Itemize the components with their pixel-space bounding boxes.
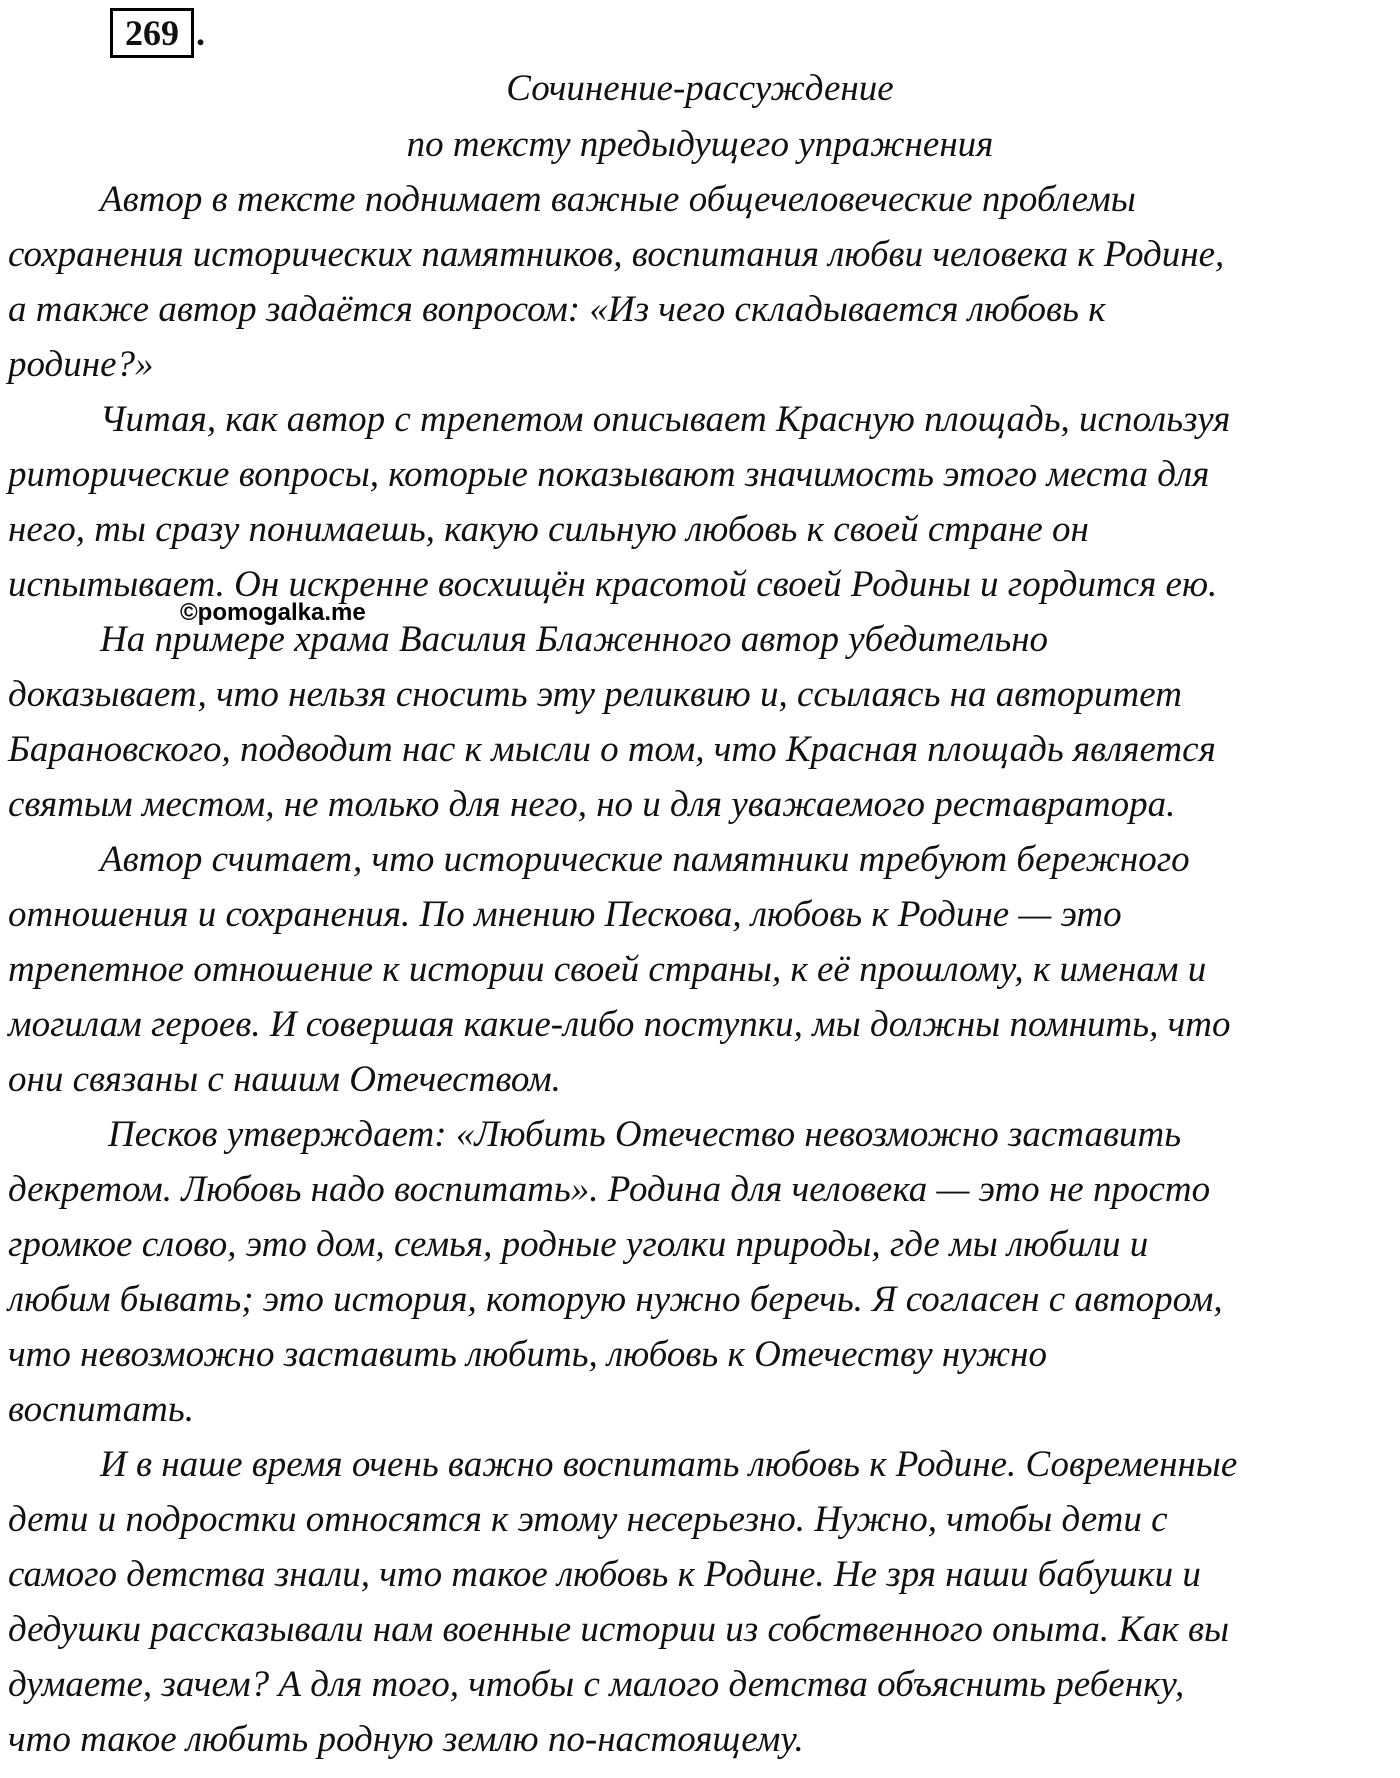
watermark: ©pomogalka.me [180, 599, 366, 626]
essay-line: него, ты сразу понимаешь, какую сильную любовь к своей стране он [8, 509, 1089, 550]
essay-line: самого детства знали, что такое любовь к Родине. Не зря наши бабушки и [8, 1554, 1201, 1595]
essay-line: любим бывать; это история, которую нужно беречь. Я согласен с автором, [8, 1279, 1223, 1320]
essay-line: испытывает. Он искренне восхищён красотой своей Родины и гордится ею. [8, 564, 1218, 605]
essay-line: Песков утверждает: «Любить Отечество невозможно заставить [108, 1114, 1182, 1155]
essay-line: Читая, как автор с трепетом описывает Красную площадь, используя [100, 399, 1231, 440]
essay-line: воспитать. [8, 1389, 194, 1430]
essay-line: святым местом, не только для него, но и для уважаемого реставратора. [8, 784, 1176, 825]
essay-line: громкое слово, это дом, семья, родные уголки природы, где мы любили и [8, 1224, 1149, 1265]
essay-line: думаете, зачем? А для того, чтобы с малого детства объяснить ребенку, [8, 1664, 1185, 1705]
essay-line: Автор считает, что исторические памятники требуют бережного [100, 839, 1190, 880]
essay-line: родине?» [8, 344, 154, 385]
essay-line: сохранения исторических памятников, воспитания любви человека к Родине, [8, 234, 1225, 275]
essay-line: И в наше время очень важно воспитать любовь к Родине. Современные [100, 1444, 1238, 1485]
essay-line: дети и подростки относятся к этому несерьезно. Нужно, чтобы дети с [8, 1499, 1168, 1540]
essay-line: декретом. Любовь надо воспитать». Родина для человека — это не просто [8, 1169, 1211, 1210]
essay-line: трепетное отношение к истории своей страны, к её прошлому, к именам и [8, 949, 1207, 990]
essay-line: доказывает, что нельзя сносить эту реликвию и, ссылаясь на авторитет [8, 674, 1182, 715]
essay-line: что такое любить родную землю по-настоящему. [8, 1719, 804, 1760]
essay-title-line-2: по тексту предыдущего упражнения [406, 124, 994, 165]
essay-line: Автор в тексте поднимает важные общечеловеческие проблемы [100, 179, 1136, 220]
essay-line: Барановского, подводит нас к мысли о том, что Красная площадь является [8, 729, 1216, 770]
essay-line: они связаны с нашим Отечеством. [8, 1059, 561, 1100]
essay-line: могилам героев. И совершая какие-либо поступки, мы должны помнить, что [8, 1004, 1231, 1045]
essay-line: а также автор задаётся вопросом: «Из чего складывается любовь к [8, 289, 1106, 330]
essay-line: что невозможно заставить любить, любовь к Отечеству нужно [8, 1334, 1048, 1375]
essay-line: отношения и сохранения. По мнению Пескова, любовь к Родине — это [8, 894, 1122, 935]
exercise-number: 269 [110, 8, 194, 58]
essay-title-line-1: Сочинение-рассуждение [506, 68, 894, 109]
exercise-number-dot: . [196, 13, 205, 53]
essay-line: На примере храма Василия Блаженного автор убедительно [100, 619, 1049, 660]
essay-line: риторические вопросы, которые показывают значимость этого места для [8, 454, 1210, 495]
essay-line: дедушки рассказывали нам военные истории из собственного опыта. Как вы [8, 1609, 1230, 1650]
